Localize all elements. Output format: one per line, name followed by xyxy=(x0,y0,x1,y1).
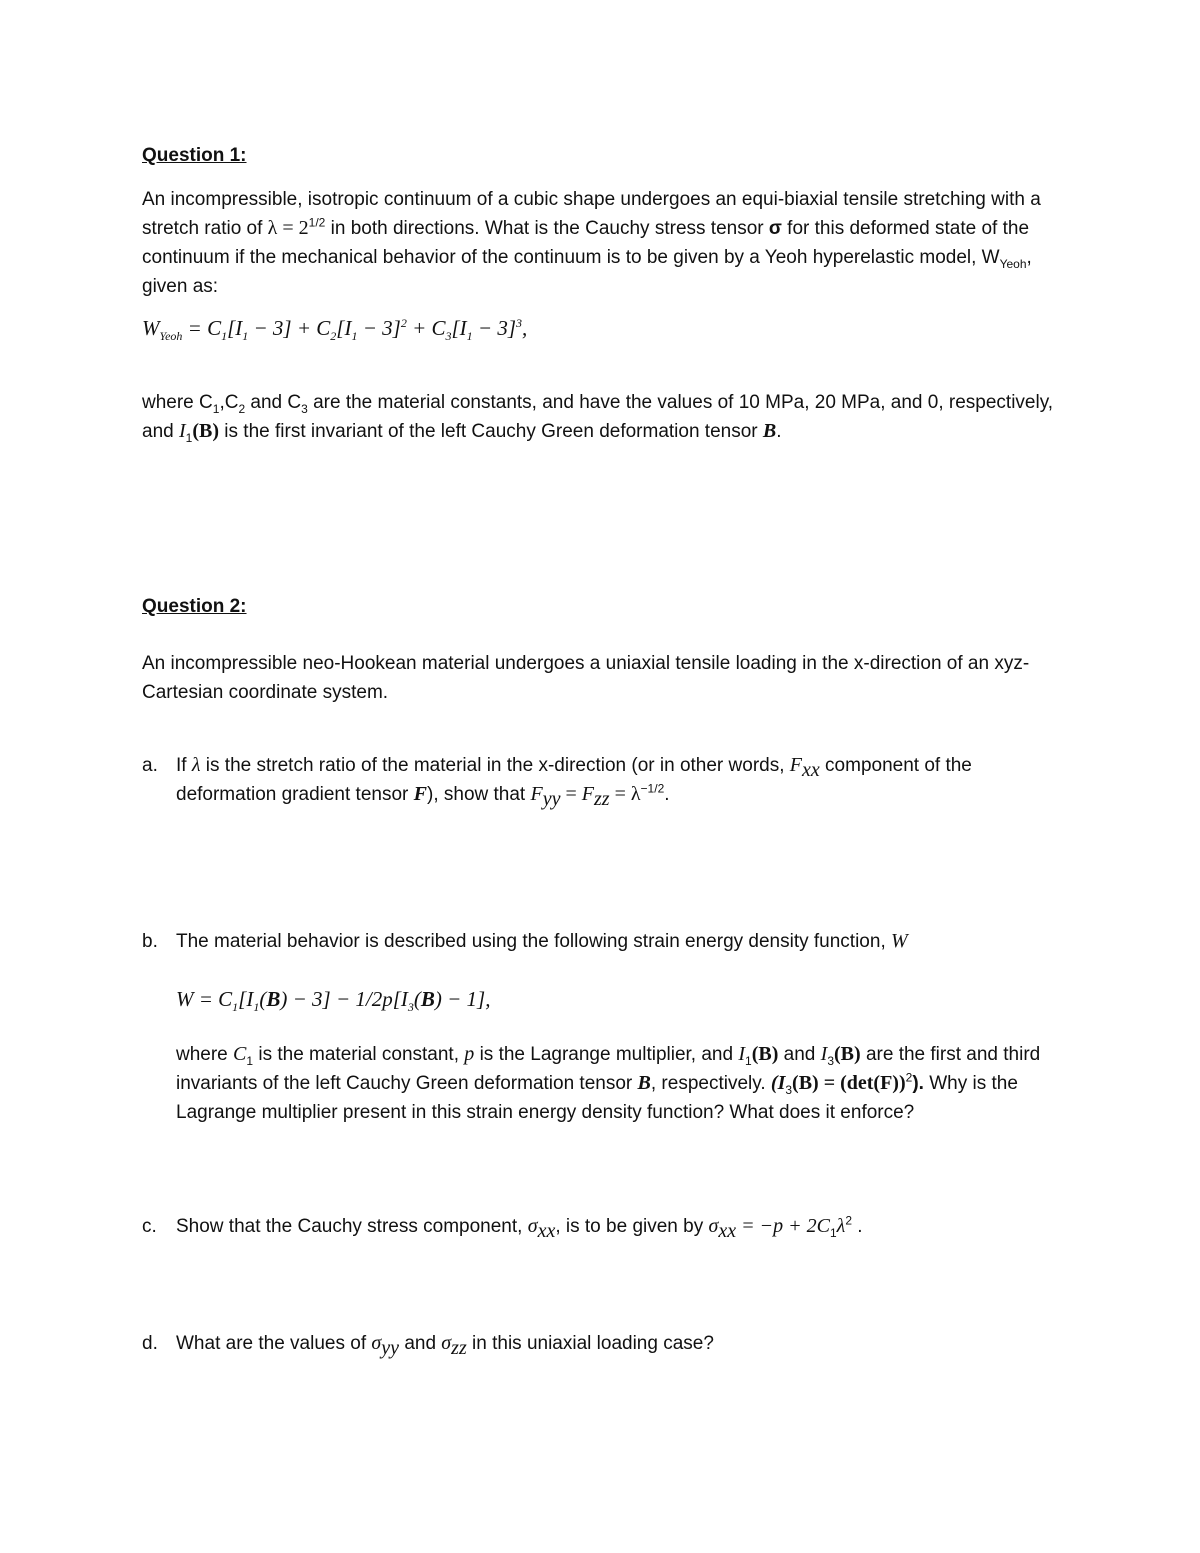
item-d-text: What are the values of $\sigma_{yy}$ and $\sigma_{zz}$ in this uniaxial loading case? xyxy=(176,1332,714,1359)
question-2-intro: An incompressible neo-Hookean material undergoes a uniaxial tensile loading in the x-direction of an xyz-Cartesian coordinate system. xyxy=(142,653,1030,703)
question-2-heading: Question 2: xyxy=(142,596,247,617)
yeoh-equation: $W_{Yeoh} = C_1[I_1 - 3] + C_2[I_1 - 3]^2 + C_3[I_1 - 3]^3$, xyxy=(142,316,528,344)
item-b-marker: b. xyxy=(142,931,158,952)
item-b-where: where $C_1$ is the material constant, p is the Lagrange multiplier, and $I_1(B)$ and $I_3(B)$ are the first and third invariants of the left Cauchy Green deformation tensor B, respectively. $(I_3(B) = (\det(F))^2)$. Why is the Lagrange multiplier present in this strain energy density function? What does it enforce? xyxy=(176,1043,1041,1123)
item-c-text: Show that the Cauchy stress component, $\sigma_{xx}$, is to be given by $\sigma_{xx} = -p + 2C_1\lambda^2$ . xyxy=(176,1213,863,1242)
question-1-intro: An incompressible, isotropic continuum of a cubic shape undergoes an equi-biaxial tensile stretching with a stretch ratio of $\lambda = 2^{1/2}$ in both directions. What is the Cauchy stress tensor σ for this deformed state of the continuum if the mechanical behavior of the continuum is to be given by a Yeoh hyperelastic model, $W_{Yeoh}$, given as: xyxy=(142,189,1041,297)
question-1-where: where $C_1,C_2$ and $C_3$ are the material constants, and have the values of 10 MPa, 20 MPa, and 0, respectively, and $I_1(B)$ is the first invariant of the left Cauchy Green deformation tensor B. xyxy=(142,392,1054,445)
item-b-text: The material behavior is described using the following strain energy density function, W xyxy=(176,930,908,952)
item-d-marker: d. xyxy=(142,1333,158,1354)
neo-hookean-equation: $W = C_1[I_1(B) - 3] - 1/2p[I_3(B) - 1]$, xyxy=(176,987,491,1015)
item-a-marker: a. xyxy=(142,755,158,776)
item-c-marker: c. xyxy=(142,1216,157,1237)
item-a-text: If λ is the stretch ratio of the material in the x-direction (or in other words, $F_{xx}$ component of the deformation gradient tensor F), show that $F_{yy} = F_{zz} = \lambda^{-1/2}$. xyxy=(176,754,972,810)
question-1-heading: Question 1: xyxy=(142,145,247,166)
